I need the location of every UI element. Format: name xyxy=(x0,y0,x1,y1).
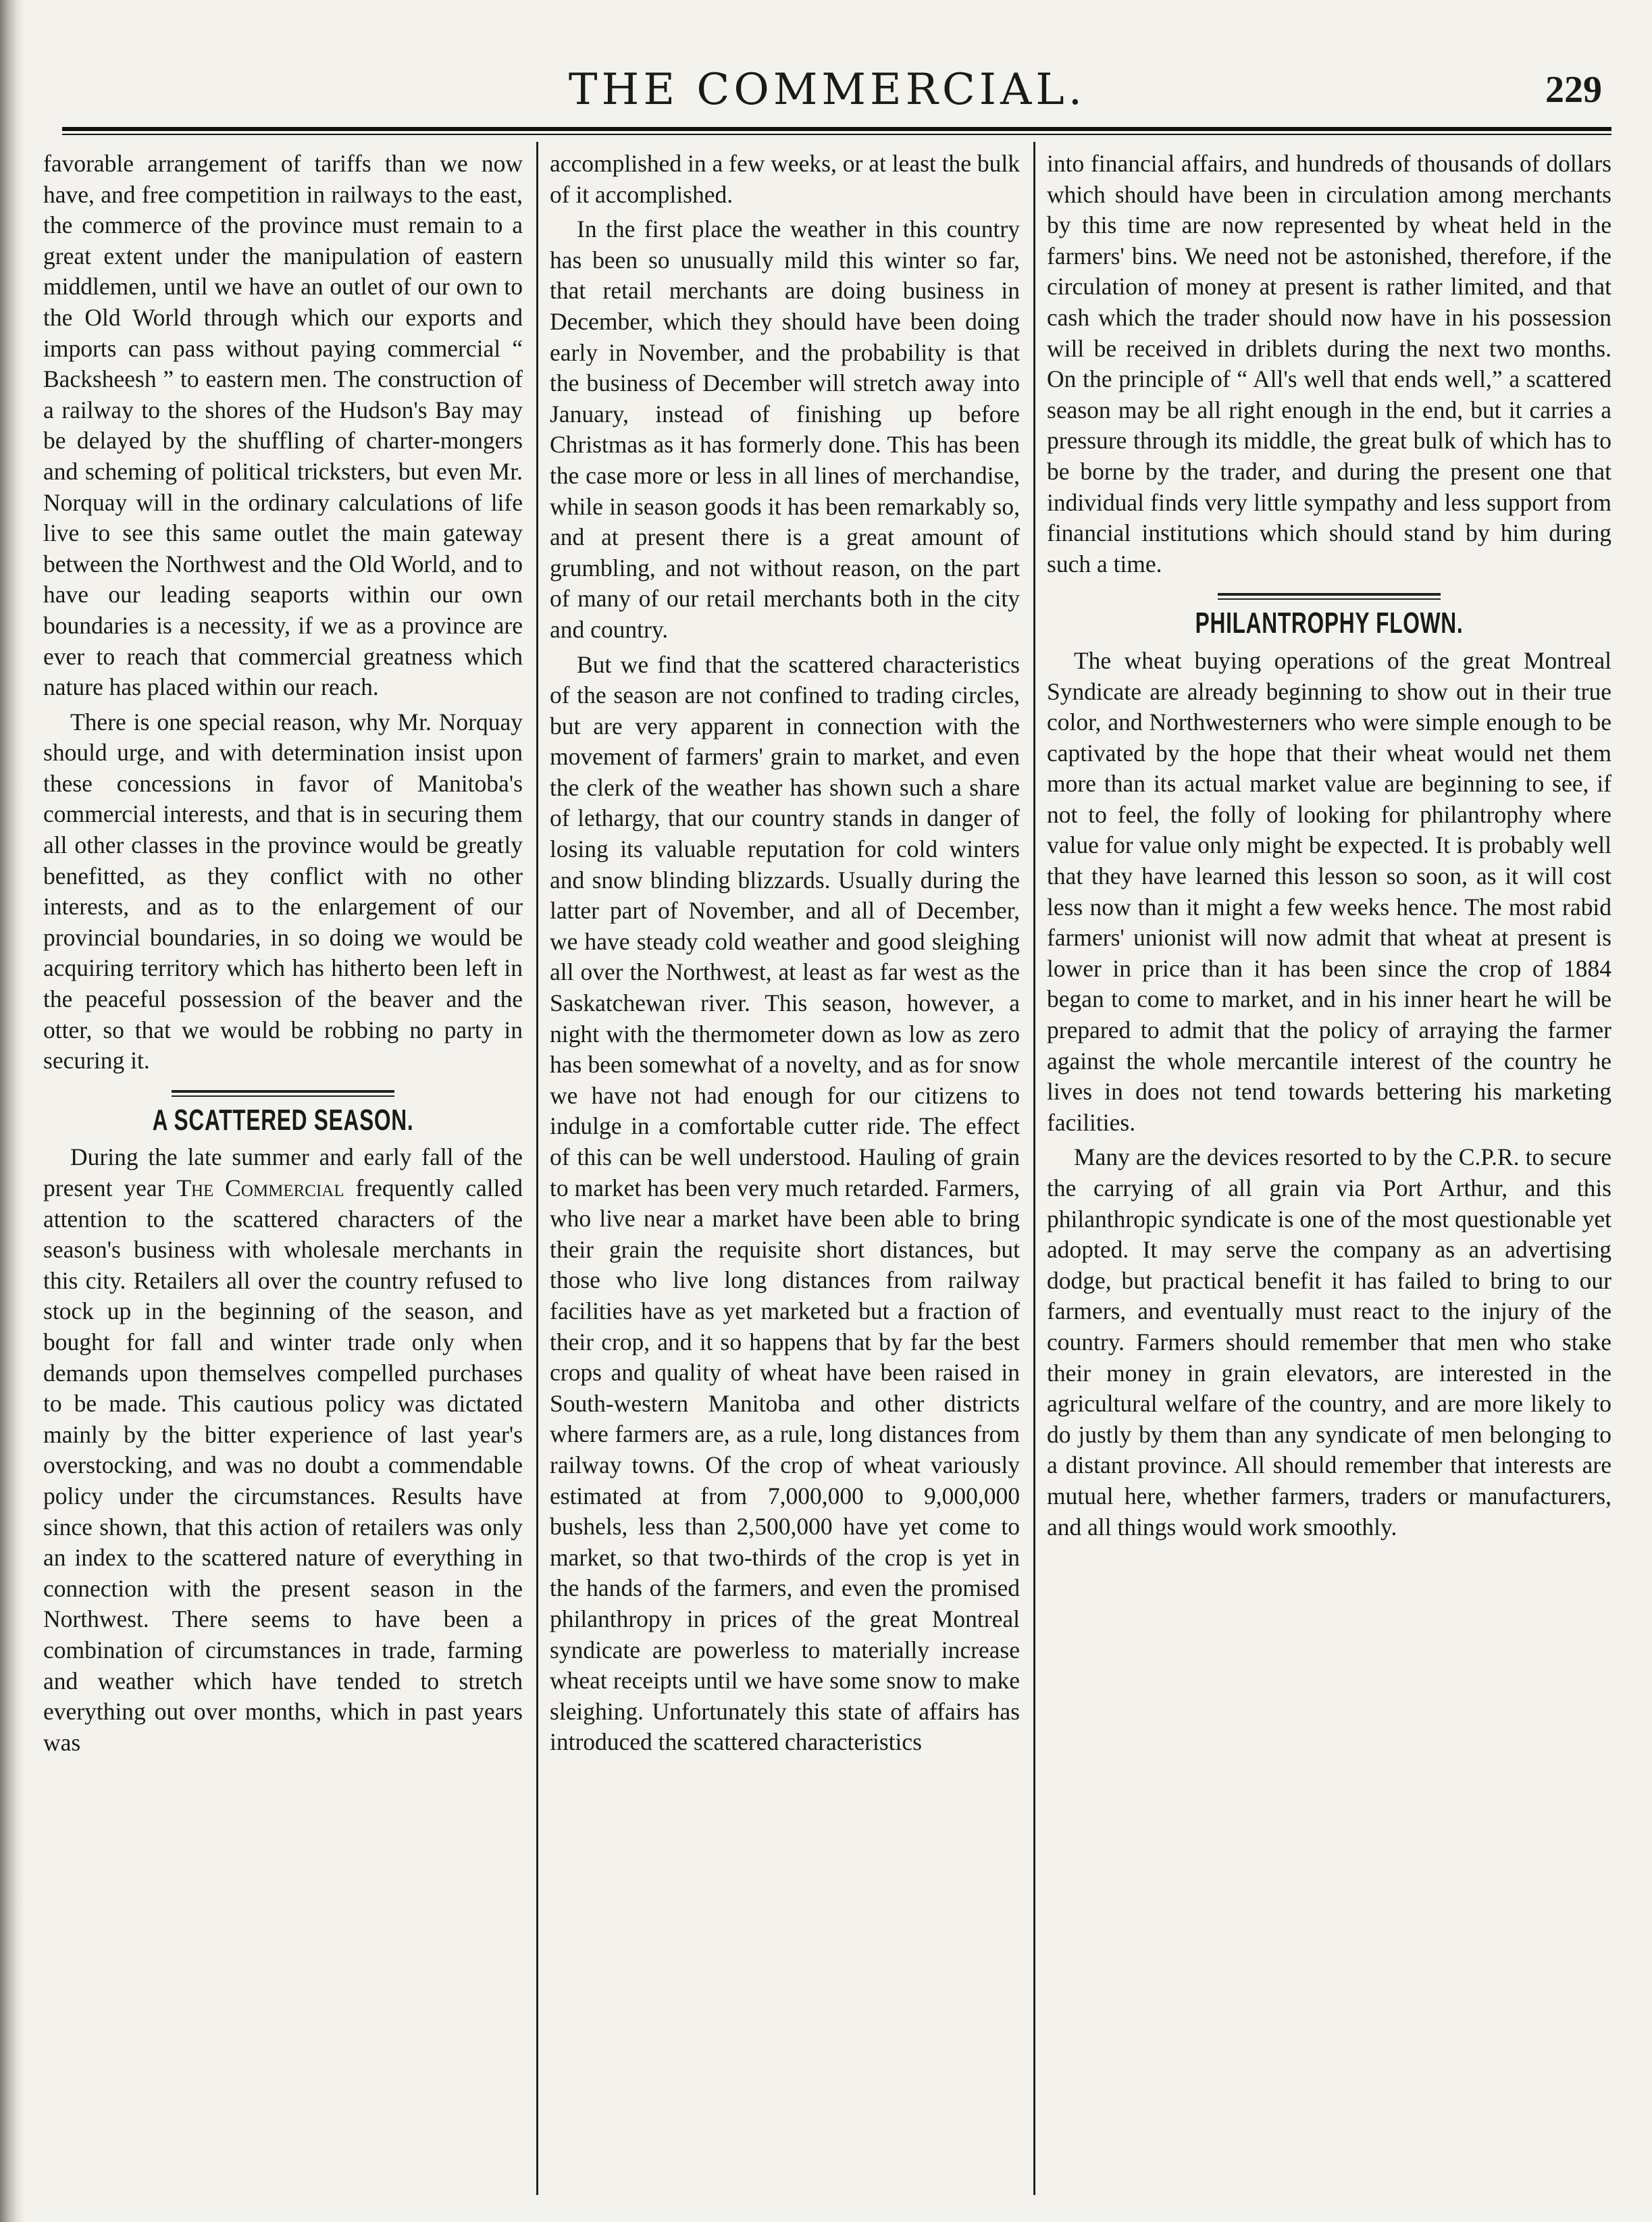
page-number: 229 xyxy=(1545,69,1602,111)
paragraph: In the first place the weather in this country has been so unusually mild this winter so far, that retail merchants are doing business in December, which they should have been doing early in November, and the probability is that the business of December will stretch away into January, instead of finishing up before Christmas as it has formerly done. This has been the case more or less in all lines of merchandise, while in season goods it has been remarkably so, and at present there is a great amount of grumbling, and not without reason, on the part of many of our retail merchants both in the city and country. xyxy=(550,215,1020,643)
column-rule-2 xyxy=(1033,142,1035,2195)
paragraph: But we find that the scattered characteristics of the season are not confined to trading circles, but are very apparent in connection with the movement of farmers' grain to market, and even the clerk of the weather has shown such a share of lethargy, that our country stands in danger of losing its valuable reputation for cold winters and snow blinding blizzards. Usually during the latter part of November, and all of December, we have steady cold weather and good sleighing all over the Northwest, at least as far west as the Saskatchewan river. This season, however, a night with the thermometer down as low as zero has been somewhat of a novelty, and as for snow we have not had enough for our citizens to indulge in a comfortable cutter ride. The effect of this can be well understood. Hauling of grain to market has been very much retarded. Farmers, who live near a market have been able to bring their grain the requisite short distances, but those who live long distances from railway facilities have as yet marketed but a fraction of their crop, and it so happens that by far the best crops and quality of wheat have been raised in South-western Manitoba and other districts where farmers are, as a rule, long distances from railway towns. Of the crop of wheat variously estimated at from 7,000,000 to 9,000,000 bushels, less than 2,500,000 have yet come to market, so that two-thirds of the crop is yet in the hands of the farmers, and even the promised philanthropy in prices of the great Montreal syndicate are powerless to materially increase wheat receipts until we have some snow to make sleighing. Unfortunately this state of affairs has introduced the scattered characteristics xyxy=(550,650,1020,1756)
column-2 xyxy=(550,149,1020,2195)
paragraph: Many are the devices resorted to by the C.P.R. to secure the carrying of all grain via Port Arthur, and this philanthropic syndicate is one of the most questionable yet adopted. It may serve the company as an advertising dodge, but practical benefit it has failed to bring to our farmers, and eventually must react to the injury of the country. Farmers should remember that men who stake their money in grain elevators, are interested in the agricultural welfare of the country, and are more likely to do justly by them than any syndicate of men belonging to a distant province. All should remember that interests are mutual here, whether farmers, traders or manufacturers, and all things would work smoothly. xyxy=(1047,1143,1611,1541)
paragraph: favorable arrangement of tariffs than we now have, and free competition in railways to the east, the commerce of the province must remain to a great extent under the manipulation of eastern middlemen, until we have an outlet of our own to the Old World through which our exports and imports can pass without paying commercial “ Backsheesh ” to eastern men. The construction of a railway to the shores of the Hudson's Bay may be delayed by the shuffling of charter-mongers and scheming of political tricksters, but even Mr. Norquay will in the ordinary calculations of life live to see this same outlet the main gateway between the Northwest and the Old World, and to have our leading seaports within our own boundaries is a necessity, if we as a province are ever to reach that commercial greatness which nature has placed within our reach. xyxy=(43,150,523,701)
headline-philantrophy-flown: PHILANTROPHY FLOWN. xyxy=(1195,606,1464,640)
article-separator xyxy=(1218,593,1441,600)
paragraph xyxy=(43,1142,523,1758)
page-header xyxy=(43,59,1611,120)
paragraph: into financial affairs, and hundreds of thousands of dollars which should have been in circulation among merchants by this time are now represented by wheat held in the farmers' bins. We need not be astonished, therefore, if the circulation of money at present is rather limited, and that cash which the trader should now have in his possession will be received in driblets during the next two months. On the principle of “ All's well that ends well,” a scattered season may be all right enough in the end, but it carries a pressure through its middle, the great bulk of which has to be borne by the trader, and during the present one that individual finds very little sympathy and less support from financial institutions which should stand by him during such a time. xyxy=(1047,150,1611,577)
headline-scattered-season: A SCATTERED SEASON. xyxy=(152,1103,414,1137)
column-1 xyxy=(43,149,523,2195)
paragraph: The wheat buying operations of the great Montreal Syndicate are already beginning to show out in their true color, and Northwesterners who were simple enough to be captivated by the hope that their wheat would net them more than its actual market value are beginning to see, if not to feel, the folly of looking for philantrophy where value for value only might be expected. It is probably well that they have learned this lesson so soon, as it will cost less now than it might a few weeks hence. The most rabid farmers' unionist will now admit that wheat at present is lower in price than it has been since the crop of 1884 began to come to market, and in his inner heart he will be prepared to admit that the policy of arraying the farmer against the whole mercantile interest of the country he lives in does not tend towards bettering his marketing facilities. xyxy=(1047,646,1611,1136)
masthead-title: THE COMMERCIAL. xyxy=(568,65,1087,115)
header-rule-thin xyxy=(62,134,1611,135)
paragraph: There is one special reason, why Mr. Norquay should urge, and with determination insist upon these concessions in favor of Manitoba's commercial interests, and that is in securing them all other classes in the province would be greatly benefitted, as they conflict with no other interests, and as to the enlargement of our provincial boundaries, in so doing we would be acquiring territory which has hitherto been left in the peaceful possession of the beaver and the otter, so that we would be robbing no party in securing it. xyxy=(43,708,523,1075)
scan-edge-shadow xyxy=(0,0,24,2222)
paragraph-text: During the late summer and early fall of the present year xyxy=(43,1143,523,1202)
header-rule-thick xyxy=(62,127,1611,131)
paragraph-text: frequently called attention to the scattered characters of the season's business with wholesale merchants in this city. Retailers all over the country refused to stock up in the beginning of the season, and bought for fall and winter trade only when demands upon themselves compelled purchases to be made. This cautious policy was dictated mainly by the bitter experience of last year's overstocking, and was no doubt a commendable policy under the circumstances. Results have since shown, that this action of retailers was only an index to the scattered nature of everything in connection with the present season in the Northwest. There seems to have been a combination of circumstances in trade, farming and weather which have tended to stretch everything out over months, which in past years was xyxy=(43,1174,523,1756)
article-separator xyxy=(172,1090,394,1097)
publication-name: The Commercial xyxy=(176,1174,344,1202)
paragraph: accomplished in a few weeks, or at least the bulk of it accomplished. xyxy=(550,150,1020,208)
column-rule-1 xyxy=(536,142,538,2195)
column-3 xyxy=(1047,149,1611,2195)
